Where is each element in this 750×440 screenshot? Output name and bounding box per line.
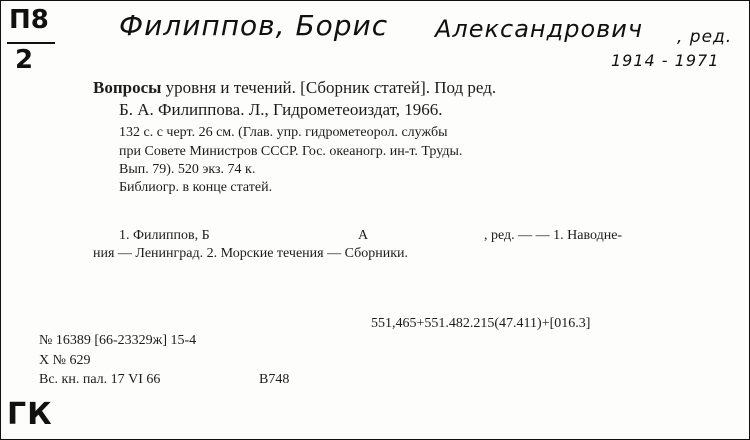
handwritten-role: , ред. xyxy=(677,27,733,47)
handwritten-initials: ГК xyxy=(7,397,53,432)
description-line-1: 132 с. с черт. 26 см. (Глав. упр. гидрометеорол. службы xyxy=(119,125,448,140)
description-line-2: при Совете Министров СССР. Гос. океаногр. ин-т. Труды. xyxy=(119,144,463,159)
handwritten-years: 1914 - 1971 xyxy=(611,51,720,70)
subjects-line-1a: 1. Филиппов, Б xyxy=(119,228,210,243)
shelf-mark-top: П8 xyxy=(9,5,49,35)
subjects-line-2: ния — Ленинград. 2. Морские течения — Сборники. xyxy=(93,246,408,261)
footer-line-3b: В748 xyxy=(259,372,290,387)
classification-code: 551,465+551.482.215(47.411)+[016.3] xyxy=(371,316,591,331)
footer-line-2: Х № 629 xyxy=(39,353,91,368)
subjects-line-1b: А xyxy=(358,228,369,243)
shelf-mark-divider xyxy=(7,42,55,44)
subjects-line-1c: , ред. — — 1. Наводне- xyxy=(484,228,623,243)
title-rest: уровня и течений. [Сборник статей]. Под ред. xyxy=(161,78,497,97)
footer-line-3a: Вс. кн. пал. 17 VI 66 xyxy=(39,372,161,387)
handwritten-author: Филиппов, Борис xyxy=(119,9,389,42)
description-line-3: Вып. 79). 520 экз. 74 к. xyxy=(119,162,256,177)
handwritten-patronymic: Александрович xyxy=(435,15,644,43)
title-line-1 xyxy=(93,78,496,98)
title-bold-word: Вопросы xyxy=(93,78,162,97)
shelf-mark-bottom: 2 xyxy=(15,45,34,75)
description-line-4: Библиогр. в конце статей. xyxy=(119,180,273,195)
footer-line-1: № 16389 [66-23329ж] 15-4 xyxy=(39,333,197,348)
title-line-2: Б. А. Филиппова. Л., Гидрометеоиздат, 1966. xyxy=(119,100,443,119)
